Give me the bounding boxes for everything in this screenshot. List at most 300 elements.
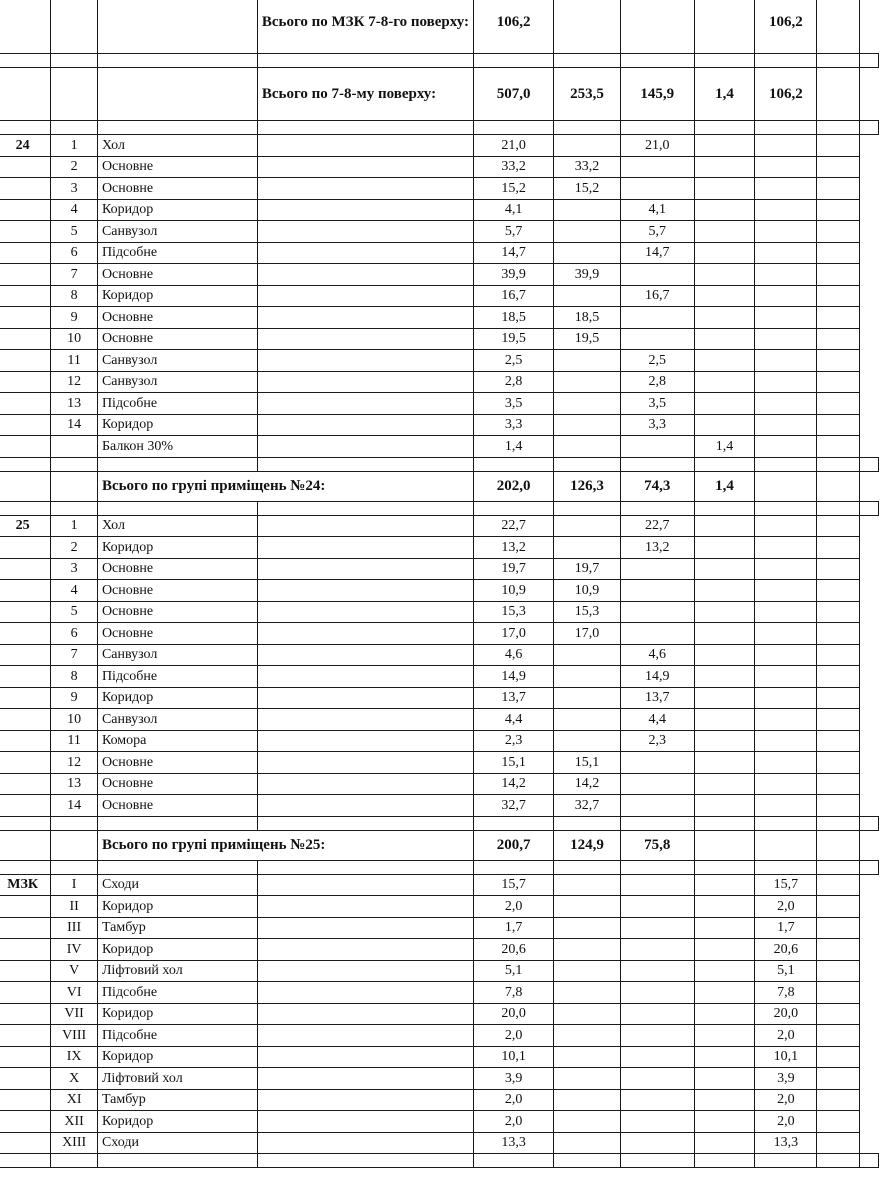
- common-area-cell: [755, 709, 817, 731]
- room-index-cell: IX: [51, 1046, 98, 1068]
- room-name-cell: Основне: [97, 264, 257, 286]
- main-area-cell: 14,2: [554, 773, 621, 795]
- room-name-cell: Коридор: [97, 896, 257, 918]
- empty-cell: [0, 436, 51, 458]
- empty-cell: [0, 580, 51, 602]
- common-area-cell: [755, 644, 817, 666]
- empty-cell: [817, 601, 860, 623]
- empty-cell: [257, 1111, 473, 1133]
- table-row: [0, 135, 879, 157]
- empty-cell: [97, 501, 257, 515]
- main-area-cell: [554, 135, 621, 157]
- empty-cell: [51, 471, 98, 501]
- room-name-cell: Основне: [97, 156, 257, 178]
- auxiliary-area-cell: [620, 752, 694, 774]
- total-area-cell: 4,1: [474, 199, 554, 221]
- room-index-cell: 3: [51, 178, 98, 200]
- room-index-cell: 11: [51, 350, 98, 372]
- spacer-row: [0, 1154, 879, 1168]
- common-area-cell: [755, 687, 817, 709]
- room-index-cell: X: [51, 1068, 98, 1090]
- empty-cell: [817, 1154, 860, 1168]
- empty-cell: [817, 515, 860, 537]
- empty-cell: [97, 121, 257, 135]
- common-area-cell: [755, 773, 817, 795]
- table-row: [0, 1025, 879, 1047]
- empty-cell: [257, 580, 473, 602]
- total-area-cell: 22,7: [474, 515, 554, 537]
- main-area-cell: [554, 537, 621, 559]
- balcony-area-cell: 1,4: [694, 471, 755, 501]
- room-index-cell: 6: [51, 242, 98, 264]
- empty-cell: [817, 307, 860, 329]
- table-row: [0, 558, 879, 580]
- room-index-cell: 3: [51, 558, 98, 580]
- empty-cell: [474, 860, 554, 874]
- auxiliary-area-cell: [620, 773, 694, 795]
- main-area-cell: [554, 666, 621, 688]
- empty-cell: [0, 242, 51, 264]
- empty-cell: [554, 501, 621, 515]
- total-area-cell: 507,0: [474, 68, 554, 121]
- auxiliary-area-cell: [620, 623, 694, 645]
- empty-cell: [859, 860, 878, 874]
- common-area-cell: [755, 307, 817, 329]
- room-index-cell: 10: [51, 709, 98, 731]
- empty-cell: [859, 457, 878, 471]
- common-area-cell: 10,1: [755, 1046, 817, 1068]
- total-area-cell: 18,5: [474, 307, 554, 329]
- empty-cell: [817, 54, 860, 68]
- empty-cell: [817, 156, 860, 178]
- auxiliary-area-cell: [620, 558, 694, 580]
- empty-cell: [257, 393, 473, 415]
- balcony-area-cell: [694, 328, 755, 350]
- empty-cell: [257, 285, 473, 307]
- empty-cell: [0, 982, 51, 1004]
- empty-cell: [817, 687, 860, 709]
- empty-cell: [257, 752, 473, 774]
- empty-cell: [257, 221, 473, 243]
- common-area-cell: 20,0: [755, 1003, 817, 1025]
- common-area-cell: 106,2: [755, 68, 817, 121]
- main-area-cell: [554, 393, 621, 415]
- table-row: [0, 350, 879, 372]
- common-area-cell: [755, 156, 817, 178]
- empty-cell: [620, 501, 694, 515]
- empty-cell: [0, 1046, 51, 1068]
- empty-cell: [817, 68, 860, 121]
- common-area-cell: [755, 199, 817, 221]
- room-index-cell: 13: [51, 773, 98, 795]
- balcony-area-cell: [694, 515, 755, 537]
- empty-cell: [694, 457, 755, 471]
- empty-cell: [97, 457, 257, 471]
- empty-cell: [257, 1154, 473, 1168]
- auxiliary-area-cell: 5,7: [620, 221, 694, 243]
- room-name-cell: Коридор: [97, 537, 257, 559]
- main-area-cell: 33,2: [554, 156, 621, 178]
- auxiliary-area-cell: 2,3: [620, 730, 694, 752]
- common-area-cell: [755, 666, 817, 688]
- empty-cell: [817, 471, 860, 501]
- total-area-cell: 1,4: [474, 436, 554, 458]
- main-area-cell: [554, 221, 621, 243]
- main-area-cell: [554, 242, 621, 264]
- empty-cell: [0, 816, 51, 830]
- empty-cell: [257, 414, 473, 436]
- table-row: [0, 917, 879, 939]
- room-index-cell: 11: [51, 730, 98, 752]
- main-area-cell: 19,5: [554, 328, 621, 350]
- empty-cell: [257, 795, 473, 817]
- table-row: [0, 601, 879, 623]
- empty-cell: [817, 580, 860, 602]
- balcony-area-cell: [694, 414, 755, 436]
- table-row: [0, 1132, 879, 1154]
- auxiliary-area-cell: 4,6: [620, 644, 694, 666]
- balcony-area-cell: [694, 1111, 755, 1133]
- empty-cell: [51, 68, 98, 121]
- group-summary-row: [0, 471, 879, 501]
- empty-cell: [0, 860, 51, 874]
- empty-cell: [755, 860, 817, 874]
- empty-cell: [257, 54, 473, 68]
- main-area-cell: [554, 1046, 621, 1068]
- spacer-row: [0, 816, 879, 830]
- empty-cell: [620, 54, 694, 68]
- main-area-cell: [554, 730, 621, 752]
- balcony-area-cell: [694, 874, 755, 896]
- table-row: [0, 178, 879, 200]
- room-index-cell: 8: [51, 666, 98, 688]
- empty-cell: [0, 221, 51, 243]
- table-row: [0, 1046, 879, 1068]
- balcony-area-cell: [694, 1068, 755, 1090]
- room-name-cell: Комора: [97, 730, 257, 752]
- main-area-cell: [554, 939, 621, 961]
- empty-cell: [0, 371, 51, 393]
- empty-cell: [859, 501, 878, 515]
- main-area-cell: [554, 199, 621, 221]
- room-name-cell: Коридор: [97, 199, 257, 221]
- common-area-cell: [755, 558, 817, 580]
- total-area-cell: 2,0: [474, 1089, 554, 1111]
- auxiliary-area-cell: 4,4: [620, 709, 694, 731]
- room-index-cell: IV: [51, 939, 98, 961]
- balcony-area-cell: [694, 371, 755, 393]
- empty-cell: [755, 457, 817, 471]
- empty-cell: [817, 414, 860, 436]
- empty-cell: [257, 773, 473, 795]
- main-area-cell: 10,9: [554, 580, 621, 602]
- auxiliary-area-cell: [620, 328, 694, 350]
- room-index-cell: 1: [51, 515, 98, 537]
- main-area-cell: [554, 1132, 621, 1154]
- empty-cell: [0, 1132, 51, 1154]
- table-row: [0, 1068, 879, 1090]
- empty-cell: [257, 896, 473, 918]
- room-index-cell: 14: [51, 414, 98, 436]
- total-area-cell: 4,6: [474, 644, 554, 666]
- empty-cell: [0, 1025, 51, 1047]
- room-index-cell: 13: [51, 393, 98, 415]
- main-area-cell: [554, 350, 621, 372]
- room-index-cell: XIII: [51, 1132, 98, 1154]
- empty-cell: [0, 457, 51, 471]
- empty-cell: [817, 537, 860, 559]
- balcony-area-cell: [694, 580, 755, 602]
- summary-label-cell: Всього по 7-8-му поверху:: [257, 68, 473, 121]
- auxiliary-area-cell: [620, 982, 694, 1004]
- balcony-area-cell: [694, 666, 755, 688]
- balcony-area-cell: [694, 1003, 755, 1025]
- auxiliary-area-cell: [620, 1068, 694, 1090]
- room-index-cell: 9: [51, 687, 98, 709]
- room-name-cell: Коридор: [97, 1003, 257, 1025]
- empty-cell: [257, 730, 473, 752]
- empty-cell: [257, 1046, 473, 1068]
- table-row: [0, 537, 879, 559]
- empty-cell: [817, 285, 860, 307]
- balcony-area-cell: [694, 1089, 755, 1111]
- table-row: [0, 371, 879, 393]
- empty-cell: [0, 960, 51, 982]
- main-area-cell: [554, 874, 621, 896]
- balcony-area-cell: [694, 0, 755, 54]
- common-area-cell: 13,3: [755, 1132, 817, 1154]
- room-index-cell: VI: [51, 982, 98, 1004]
- total-area-cell: 3,9: [474, 1068, 554, 1090]
- room-name-cell: Коридор: [97, 414, 257, 436]
- total-area-cell: 2,0: [474, 1025, 554, 1047]
- total-area-cell: 5,1: [474, 960, 554, 982]
- common-area-cell: 20,6: [755, 939, 817, 961]
- empty-cell: [694, 54, 755, 68]
- auxiliary-area-cell: [620, 1132, 694, 1154]
- room-name-cell: Основне: [97, 328, 257, 350]
- common-area-cell: 3,9: [755, 1068, 817, 1090]
- empty-cell: [97, 54, 257, 68]
- total-area-cell: 4,4: [474, 709, 554, 731]
- auxiliary-area-cell: 2,5: [620, 350, 694, 372]
- auxiliary-area-cell: [620, 178, 694, 200]
- spacer-row: [0, 457, 879, 471]
- total-area-cell: 15,1: [474, 752, 554, 774]
- main-area-cell: [554, 960, 621, 982]
- total-area-cell: 2,0: [474, 1111, 554, 1133]
- empty-cell: [257, 457, 473, 471]
- main-area-cell: [554, 1025, 621, 1047]
- room-index-cell: V: [51, 960, 98, 982]
- empty-cell: [817, 830, 860, 860]
- common-area-cell: 2,0: [755, 896, 817, 918]
- common-area-cell: [755, 135, 817, 157]
- empty-cell: [51, 1154, 98, 1168]
- table-row: [0, 687, 879, 709]
- total-area-cell: 16,7: [474, 285, 554, 307]
- empty-cell: [257, 644, 473, 666]
- auxiliary-area-cell: 145,9: [620, 68, 694, 121]
- room-name-cell: Підсобне: [97, 666, 257, 688]
- empty-cell: [0, 264, 51, 286]
- main-area-cell: [554, 982, 621, 1004]
- empty-cell: [0, 414, 51, 436]
- empty-cell: [817, 1132, 860, 1154]
- empty-cell: [257, 371, 473, 393]
- table-row: [0, 1111, 879, 1133]
- auxiliary-area-cell: [620, 1025, 694, 1047]
- empty-cell: [817, 436, 860, 458]
- empty-cell: [554, 860, 621, 874]
- empty-cell: [51, 121, 98, 135]
- common-area-cell: 2,0: [755, 1111, 817, 1133]
- empty-cell: [0, 687, 51, 709]
- total-area-cell: 5,7: [474, 221, 554, 243]
- empty-cell: [257, 601, 473, 623]
- room-index-cell: 9: [51, 307, 98, 329]
- group-number-cell: МЗК: [0, 874, 51, 896]
- room-index-cell: 8: [51, 285, 98, 307]
- empty-cell: [0, 752, 51, 774]
- empty-cell: [817, 221, 860, 243]
- auxiliary-area-cell: [620, 1111, 694, 1133]
- main-area-cell: 15,1: [554, 752, 621, 774]
- auxiliary-area-cell: 14,9: [620, 666, 694, 688]
- auxiliary-area-cell: [620, 795, 694, 817]
- empty-cell: [0, 709, 51, 731]
- room-name-cell: Підсобне: [97, 242, 257, 264]
- empty-cell: [817, 917, 860, 939]
- room-index-cell: II: [51, 896, 98, 918]
- table-row: [0, 1089, 879, 1111]
- empty-cell: [257, 501, 473, 515]
- empty-cell: [859, 1154, 878, 1168]
- main-area-cell: [554, 0, 621, 54]
- empty-cell: [620, 816, 694, 830]
- room-name-cell: Санвузол: [97, 371, 257, 393]
- room-index-cell: 4: [51, 580, 98, 602]
- auxiliary-area-cell: [620, 1089, 694, 1111]
- table-row: [0, 328, 879, 350]
- empty-cell: [0, 601, 51, 623]
- room-name-cell: Санвузол: [97, 221, 257, 243]
- total-area-cell: 3,5: [474, 393, 554, 415]
- empty-cell: [620, 860, 694, 874]
- balcony-area-cell: [694, 982, 755, 1004]
- common-area-cell: [755, 752, 817, 774]
- balcony-area-cell: [694, 156, 755, 178]
- main-area-cell: 17,0: [554, 623, 621, 645]
- main-area-cell: [554, 371, 621, 393]
- empty-cell: [817, 752, 860, 774]
- room-name-cell: Підсобне: [97, 393, 257, 415]
- table-row: [0, 285, 879, 307]
- room-name-cell: Ліфтовий хол: [97, 1068, 257, 1090]
- empty-cell: [817, 874, 860, 896]
- balcony-area-cell: [694, 1132, 755, 1154]
- room-name-cell: Основне: [97, 795, 257, 817]
- total-area-cell: 13,2: [474, 537, 554, 559]
- empty-cell: [257, 242, 473, 264]
- empty-cell: [817, 178, 860, 200]
- empty-cell: [817, 558, 860, 580]
- empty-cell: [817, 960, 860, 982]
- empty-cell: [817, 795, 860, 817]
- main-area-cell: [554, 436, 621, 458]
- empty-cell: [817, 1068, 860, 1090]
- balcony-area-cell: [694, 178, 755, 200]
- common-area-cell: 7,8: [755, 982, 817, 1004]
- balcony-area-cell: [694, 709, 755, 731]
- room-index-cell: VIII: [51, 1025, 98, 1047]
- common-area-cell: [755, 221, 817, 243]
- empty-cell: [257, 1025, 473, 1047]
- auxiliary-area-cell: 14,7: [620, 242, 694, 264]
- room-index-cell: 12: [51, 752, 98, 774]
- balcony-area-cell: [694, 135, 755, 157]
- room-index-cell: [51, 436, 98, 458]
- room-name-cell: Хол: [97, 515, 257, 537]
- empty-cell: [817, 350, 860, 372]
- auxiliary-area-cell: [620, 1046, 694, 1068]
- empty-cell: [817, 666, 860, 688]
- group-number-cell: 25: [0, 515, 51, 537]
- empty-cell: [0, 121, 51, 135]
- common-area-cell: 2,0: [755, 1089, 817, 1111]
- total-area-cell: 21,0: [474, 135, 554, 157]
- empty-cell: [257, 1003, 473, 1025]
- balcony-area-cell: [694, 687, 755, 709]
- balcony-area-cell: [694, 558, 755, 580]
- empty-cell: [694, 1154, 755, 1168]
- total-area-cell: 15,7: [474, 874, 554, 896]
- balcony-area-cell: [694, 285, 755, 307]
- auxiliary-area-cell: [620, 0, 694, 54]
- common-area-cell: [755, 623, 817, 645]
- table-row: [0, 1003, 879, 1025]
- common-area-cell: [755, 471, 817, 501]
- empty-cell: [755, 816, 817, 830]
- balcony-area-cell: [694, 939, 755, 961]
- empty-cell: [620, 121, 694, 135]
- room-index-cell: 6: [51, 623, 98, 645]
- empty-cell: [97, 68, 257, 121]
- main-area-cell: 253,5: [554, 68, 621, 121]
- empty-cell: [257, 199, 473, 221]
- common-area-cell: [755, 178, 817, 200]
- auxiliary-area-cell: 3,3: [620, 414, 694, 436]
- empty-cell: [554, 816, 621, 830]
- empty-cell: [257, 178, 473, 200]
- total-area-cell: 2,8: [474, 371, 554, 393]
- room-name-cell: Санвузол: [97, 709, 257, 731]
- room-name-cell: Основне: [97, 580, 257, 602]
- balcony-area-cell: [694, 350, 755, 372]
- spacer-row: [0, 54, 879, 68]
- empty-cell: [620, 1154, 694, 1168]
- total-area-cell: 3,3: [474, 414, 554, 436]
- room-index-cell: XI: [51, 1089, 98, 1111]
- summary-label-cell: Всього по групі приміщень №25:: [97, 830, 473, 860]
- auxiliary-area-cell: 21,0: [620, 135, 694, 157]
- auxiliary-area-cell: [620, 580, 694, 602]
- floor-summary-row: [0, 0, 879, 54]
- common-area-cell: [755, 242, 817, 264]
- empty-cell: [97, 0, 257, 54]
- empty-cell: [817, 623, 860, 645]
- common-area-cell: 15,7: [755, 874, 817, 896]
